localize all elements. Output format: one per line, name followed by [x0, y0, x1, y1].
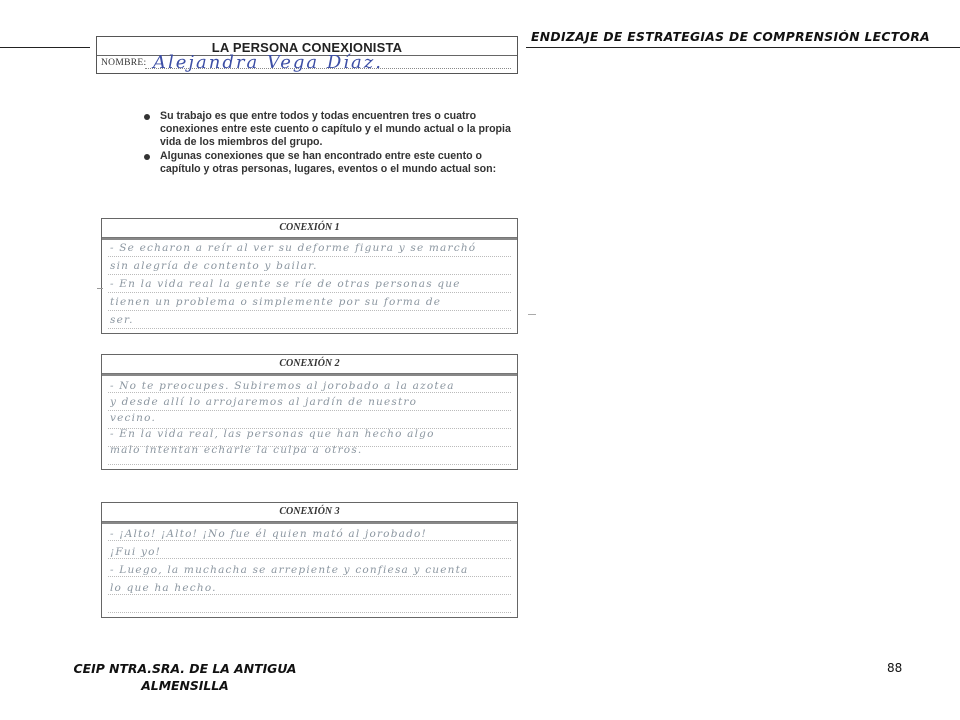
footer-school-line: CEIP NTRA.SRA. DE LA ANTIGUA — [73, 661, 297, 676]
ruled-line — [108, 274, 511, 275]
ruled-line — [108, 540, 511, 541]
connection-box-2 — [101, 354, 518, 470]
instruction-list — [142, 110, 512, 176]
page-number: 88 — [887, 661, 903, 675]
name-row — [97, 52, 517, 73]
ruled-line — [108, 392, 511, 393]
connection-body — [102, 238, 517, 333]
connection-body — [102, 374, 517, 469]
ruled-line — [108, 558, 511, 559]
connection-box-3 — [101, 502, 518, 618]
ruled-line — [108, 594, 511, 595]
handwritten-line: lo que ha hecho. — [110, 582, 217, 594]
handwritten-line: ¡Fui yo! — [110, 546, 162, 558]
connection-box-1 — [101, 218, 518, 334]
connection-body — [102, 522, 517, 617]
bullet-icon — [144, 114, 150, 120]
ruled-line — [108, 310, 511, 311]
scan-mark — [97, 288, 103, 289]
handwritten-line: - No te preocupes. Subiremos al jorobado a la azotea — [110, 380, 455, 392]
handwritten-line: - Se echaron a reír al ver su deforme figura y se marchó — [110, 242, 477, 254]
ruled-line — [108, 256, 511, 257]
handwritten-name: Alejandra Vega Díaz. — [153, 52, 383, 73]
instruction-item — [142, 110, 512, 149]
worksheet-title: LA PERSONA CONEXIONISTA — [211, 40, 403, 55]
handwritten-line: ser. — [110, 314, 134, 326]
ruled-line — [108, 612, 511, 613]
connection-heading: CONEXIÓN 2 — [102, 355, 517, 374]
ruled-line — [108, 328, 511, 329]
header-rule-left — [0, 47, 90, 48]
header-title: ENDIZAJE DE ESTRATEGIAS DE COMPRENSIÓN LECTORA — [531, 30, 931, 44]
ruled-line — [108, 292, 511, 293]
footer-school-line: ALMENSILLA — [141, 678, 229, 693]
instruction-text: Su trabajo es que entre todos y todas encuentren tres o cuatro conexiones entre este cuento o capítulo y el mundo actual o la propia vida de los miembros del grupo. — [160, 110, 511, 148]
ruled-line — [108, 576, 511, 577]
ruled-line — [108, 410, 511, 411]
handwritten-line: - En la vida real la gente se ríe de otras personas que — [110, 278, 461, 290]
worksheet-title-box — [96, 36, 518, 74]
bullet-icon — [144, 154, 150, 160]
scan-mark — [528, 314, 536, 315]
scanned-worksheet — [96, 0, 526, 640]
header-rule-right — [515, 47, 960, 48]
handwritten-line: - Luego, la muchacha se arrepiente y confiesa y cuenta — [110, 564, 469, 576]
ruled-line — [108, 464, 511, 465]
handwritten-line: y desde allí lo arrojaremos al jardín de nuestro — [110, 396, 418, 408]
connection-heading: CONEXIÓN 3 — [102, 503, 517, 522]
footer-school — [60, 660, 310, 694]
handwritten-line: sin alegría de contento y bailar. — [110, 260, 318, 272]
instruction-item — [142, 150, 512, 176]
name-label: NOMBRE: — [101, 58, 147, 68]
instruction-text: Algunas conexiones que se han encontrado entre este cuento o capítulo y otras personas, lugares, eventos o el mundo actual son: — [160, 150, 497, 175]
handwritten-line: malo intentan echarle la culpa a otros. — [110, 444, 363, 456]
handwritten-line: vecino. — [110, 412, 157, 424]
connection-heading: CONEXIÓN 1 — [102, 219, 517, 238]
handwritten-line: tienen un problema o simplemente por su forma de — [110, 296, 442, 308]
handwritten-line: - En la vida real, las personas que han hecho algo — [110, 428, 435, 440]
handwritten-line: - ¡Alto! ¡Alto! ¡No fue él quien mató al jorobado! — [110, 528, 427, 540]
